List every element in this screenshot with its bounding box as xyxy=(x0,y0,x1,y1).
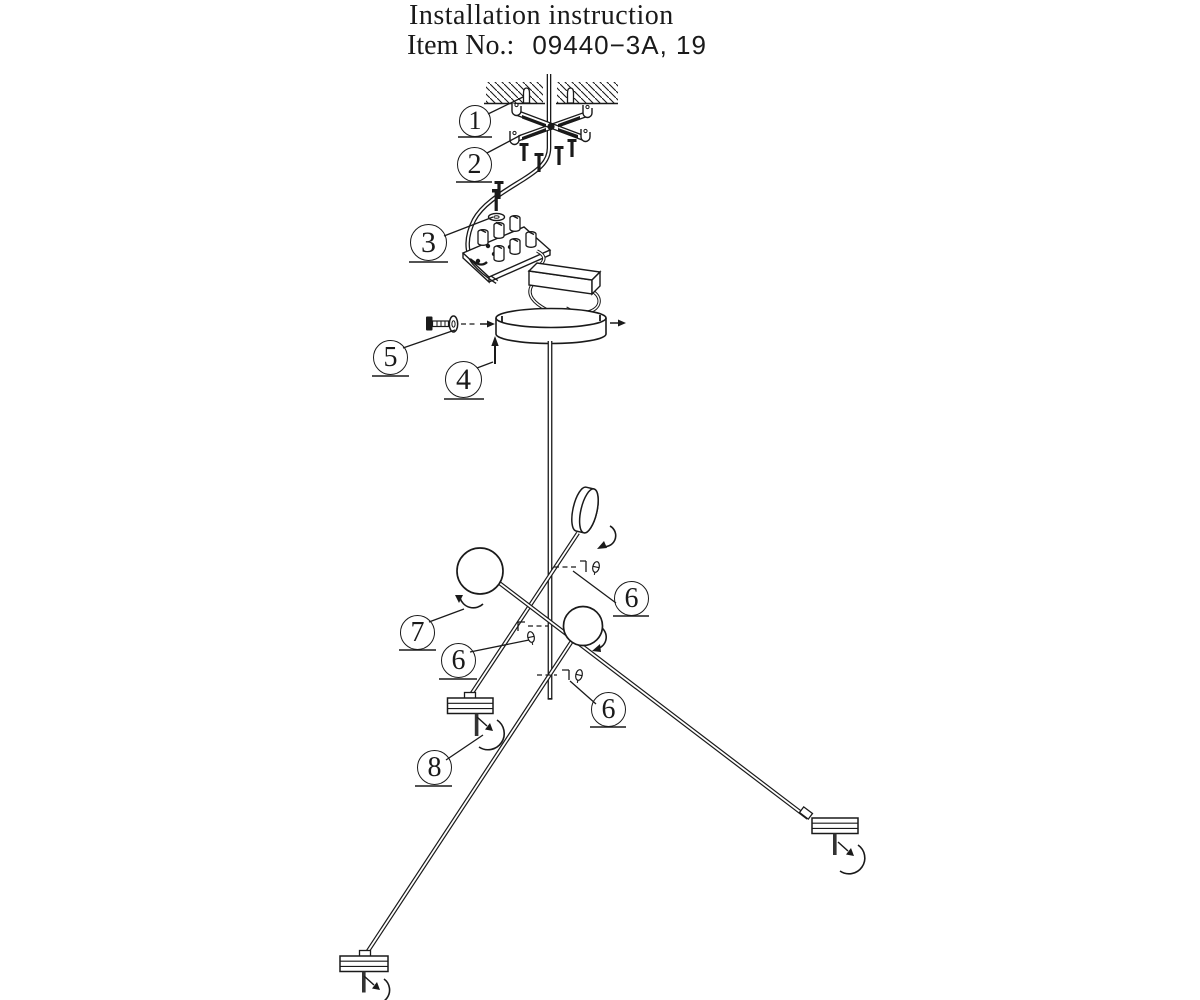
locating-pin xyxy=(491,336,498,364)
callout-2 xyxy=(457,147,492,182)
callout-8 xyxy=(417,750,452,785)
ceiling-anchor-right xyxy=(568,88,574,103)
finial-stem xyxy=(833,834,837,856)
ball-shade-2 xyxy=(564,607,603,646)
ceiling-anchor-left xyxy=(524,88,530,103)
bracket-screw xyxy=(520,143,529,161)
callout-6-number: 6 xyxy=(601,693,616,725)
disc-shade-tilted xyxy=(568,485,602,534)
callout-6-number: 6 xyxy=(451,644,466,676)
rotation-arrow-ball-1 xyxy=(455,595,483,608)
side-screw xyxy=(426,316,495,332)
page-title: Installation instruction xyxy=(409,0,674,31)
callout-6-top xyxy=(614,581,649,616)
ball-shade-1 xyxy=(457,548,503,594)
callout-3-number: 3 xyxy=(421,225,436,259)
callout-1 xyxy=(459,105,491,137)
rotation-arrow-finial-bottom-left xyxy=(364,976,390,1000)
callout-6-bottom xyxy=(591,692,626,727)
callout-5 xyxy=(373,340,408,375)
leader-lines xyxy=(403,97,616,760)
insert-arrow-left xyxy=(487,321,495,328)
lamp-head-bottom-right xyxy=(800,807,858,855)
item-number-label: Item No.: xyxy=(407,30,515,61)
finial-stem xyxy=(362,972,366,993)
arm-3 xyxy=(366,641,572,954)
lamp-head-bottom-left xyxy=(340,951,388,993)
callout-4-number: 4 xyxy=(456,362,471,396)
callout-1-number: 1 xyxy=(468,106,482,135)
rotation-arrow-disc xyxy=(597,526,616,549)
callout-2-number: 2 xyxy=(467,148,482,180)
callout-7 xyxy=(400,615,435,650)
callout-6-middle xyxy=(441,643,476,678)
callout-7-number: 7 xyxy=(410,616,425,648)
bracket-screw xyxy=(555,146,564,165)
item-number-row xyxy=(407,30,707,62)
center-rod xyxy=(548,341,553,699)
bracket-screw xyxy=(568,139,577,157)
item-number-value: 09440−3A, 19 xyxy=(532,30,707,60)
callout-3 xyxy=(410,224,447,261)
insert-arrow-right xyxy=(610,320,626,327)
callout-8-number: 8 xyxy=(427,751,442,783)
callout-5-number: 5 xyxy=(383,341,398,373)
rotation-arrow-finial-bottom-right xyxy=(838,842,865,874)
rotation-arrow-finial-middle xyxy=(477,717,504,750)
washer xyxy=(449,316,457,332)
driver-box xyxy=(529,263,600,294)
callout-4 xyxy=(445,361,482,398)
arm-2 xyxy=(498,582,808,818)
callout-6-number: 6 xyxy=(624,582,639,614)
canopy xyxy=(496,309,606,344)
